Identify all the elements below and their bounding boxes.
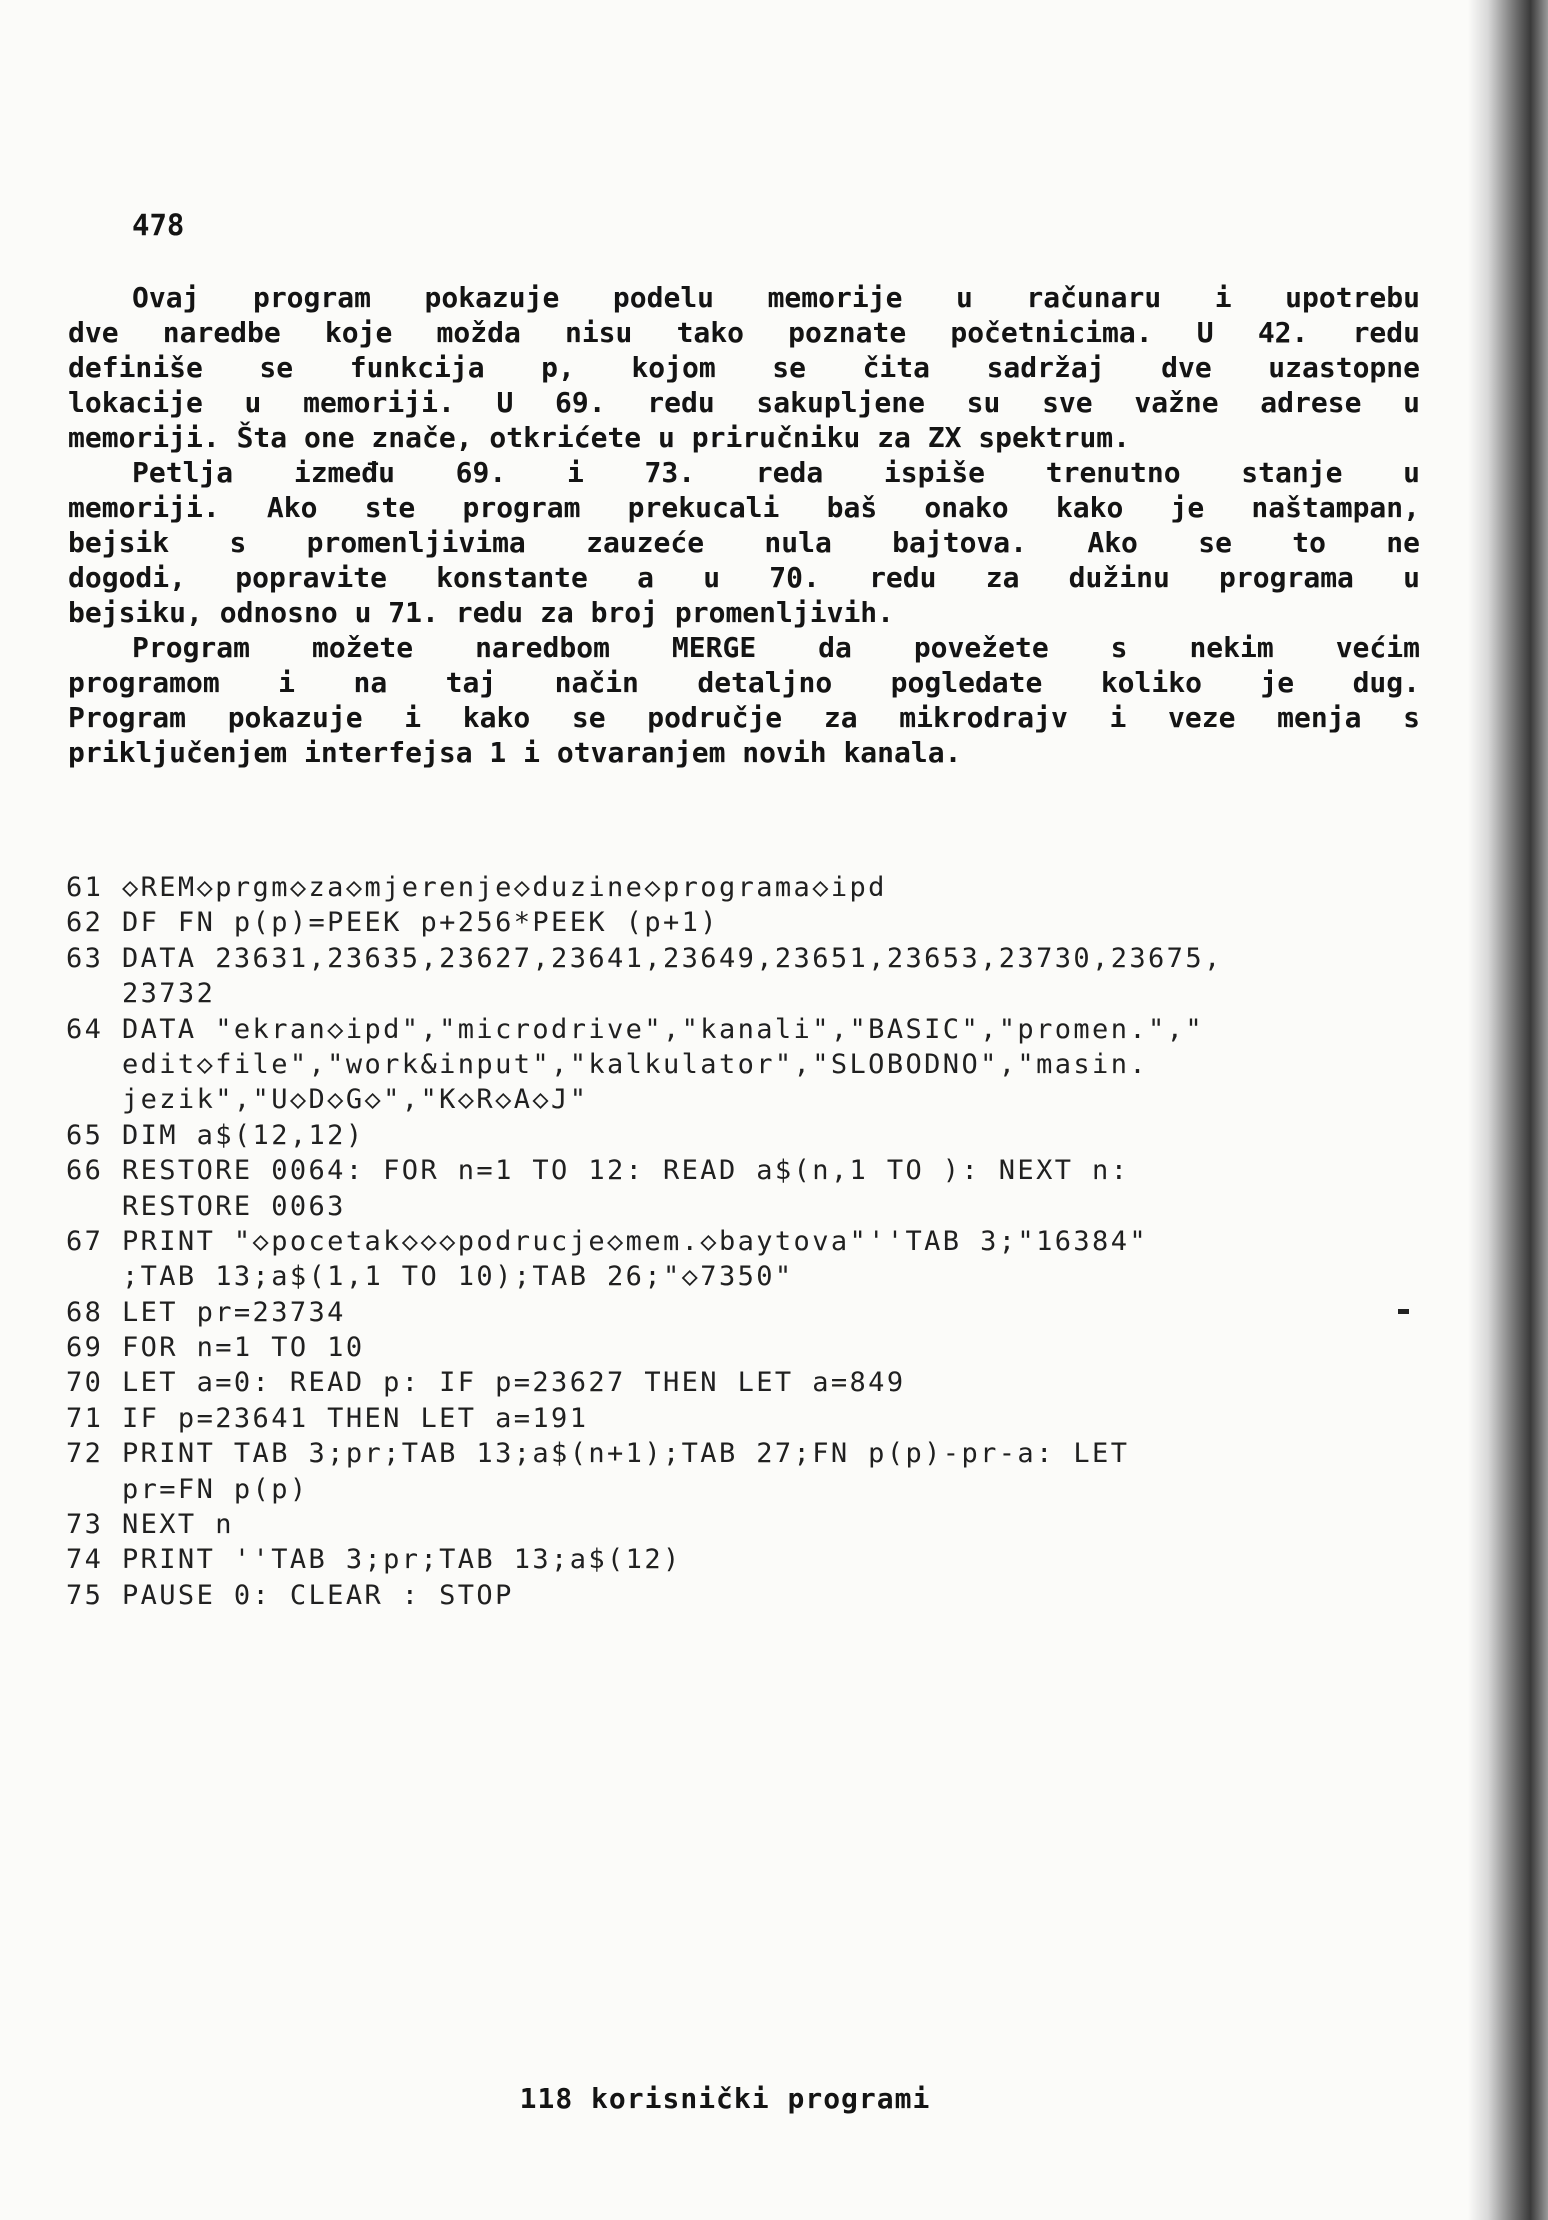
- code-line: 63 DATA 23631,23635,23627,23641,23649,23651,23653,23730,23675,: [66, 942, 1223, 974]
- code-line: ;TAB 13;a$(1,1 TO 10);TAB 26;"◇7350": [66, 1261, 794, 1293]
- paragraph-line: Ovaj program pokazuje podelu memorije u računaru i upotrebu: [132, 281, 1420, 314]
- code-line: jezik","U◇D◇G◇","K◇R◇A◇J": [66, 1084, 589, 1116]
- paragraph-line: bejsik s promenljivima zauzeće nula bajtova. Ako se to ne: [68, 526, 1420, 559]
- ink-mark: [1398, 1309, 1409, 1314]
- page-number: 478: [132, 208, 185, 242]
- page-footer: 118 korisnički programi: [519, 2082, 931, 2115]
- paragraph-line: dve naredbe koje možda nisu tako poznate početnicima. U 42. redu: [68, 316, 1420, 349]
- code-line: RESTORE 0063: [66, 1190, 346, 1222]
- code-line: pr=FN p(p): [66, 1473, 309, 1505]
- code-line: 64 DATA "ekran◇ipd","microdrive","kanali","BASIC","promen.",": [66, 1013, 1204, 1045]
- code-line: 73 NEXT n: [66, 1509, 234, 1541]
- body-paragraphs: [68, 280, 1420, 770]
- paragraph-line: Petlja između 69. i 73. reda ispiše trenutno stanje u: [132, 456, 1420, 489]
- code-line: 66 RESTORE 0064: FOR n=1 TO 12: READ a$(n,1 TO ): NEXT n:: [66, 1155, 1130, 1187]
- paragraph-line: programom i na taj način detaljno pogledate koliko je dug.: [68, 666, 1420, 699]
- paragraph-line: lokacije u memoriji. U 69. redu sakupljene su sve važne adrese u: [68, 386, 1420, 419]
- code-line: 23732: [66, 978, 216, 1010]
- paragraph-line: Program pokazuje i kako se područje za mikrodrajv i veze menja s: [68, 701, 1420, 734]
- paragraph-line: dogodi, popravite konstante a u 70. redu za dužinu programa u: [68, 561, 1420, 594]
- code-line: 75 PAUSE 0: CLEAR : STOP: [66, 1579, 514, 1611]
- code-line: 62 DF FN p(p)=PEEK p+256*PEEK (p+1): [66, 907, 719, 939]
- code-line: 71 IF p=23641 THEN LET a=191: [66, 1402, 589, 1434]
- paragraph-line: definiše se funkcija p, kojom se čita sadržaj dve uzastopne: [68, 351, 1420, 384]
- code-line: 70 LET a=0: READ p: IF p=23627 THEN LET a=849: [66, 1367, 906, 1399]
- paragraph-line: Program možete naredbom MERGE da povežete s nekim većim: [132, 631, 1420, 664]
- basic-program-listing: [66, 870, 1446, 1613]
- code-line: 61 ◇REM◇prgm◇za◇mjerenje◇duzine◇programa◇ipd: [66, 872, 887, 903]
- page-binding-shadow: [1468, 0, 1548, 2220]
- code-line: 67 PRINT "◇pocetak◇◇◇podrucje◇mem.◇baytova"''TAB 3;"16384": [66, 1225, 1149, 1257]
- paragraph-line: priključenjem interfejsa 1 i otvaranjem novih kanala.: [68, 736, 962, 769]
- paragraph-line: bejsiku, odnosno u 71. redu za broj promenljivih.: [68, 596, 895, 629]
- code-line: 65 DIM a$(12,12): [66, 1119, 365, 1151]
- code-line: 68 LET pr=23734: [66, 1296, 346, 1328]
- paragraph-line: memoriji. Ako ste program prekucali baš onako kako je naštampan,: [68, 491, 1420, 524]
- paragraph-line: memoriji. Šta one znače, otkrićete u priručniku za ZX spektrum.: [68, 421, 1131, 454]
- code-line: 74 PRINT ''TAB 3;pr;TAB 13;a$(12): [66, 1544, 682, 1576]
- code-line: 72 PRINT TAB 3;pr;TAB 13;a$(n+1);TAB 27;FN p(p)-pr-a: LET: [66, 1438, 1130, 1470]
- code-line: 69 FOR n=1 TO 10: [66, 1332, 365, 1364]
- code-line: edit◇file","work&input","kalkulator","SLOBODNO","masin.: [66, 1048, 1149, 1080]
